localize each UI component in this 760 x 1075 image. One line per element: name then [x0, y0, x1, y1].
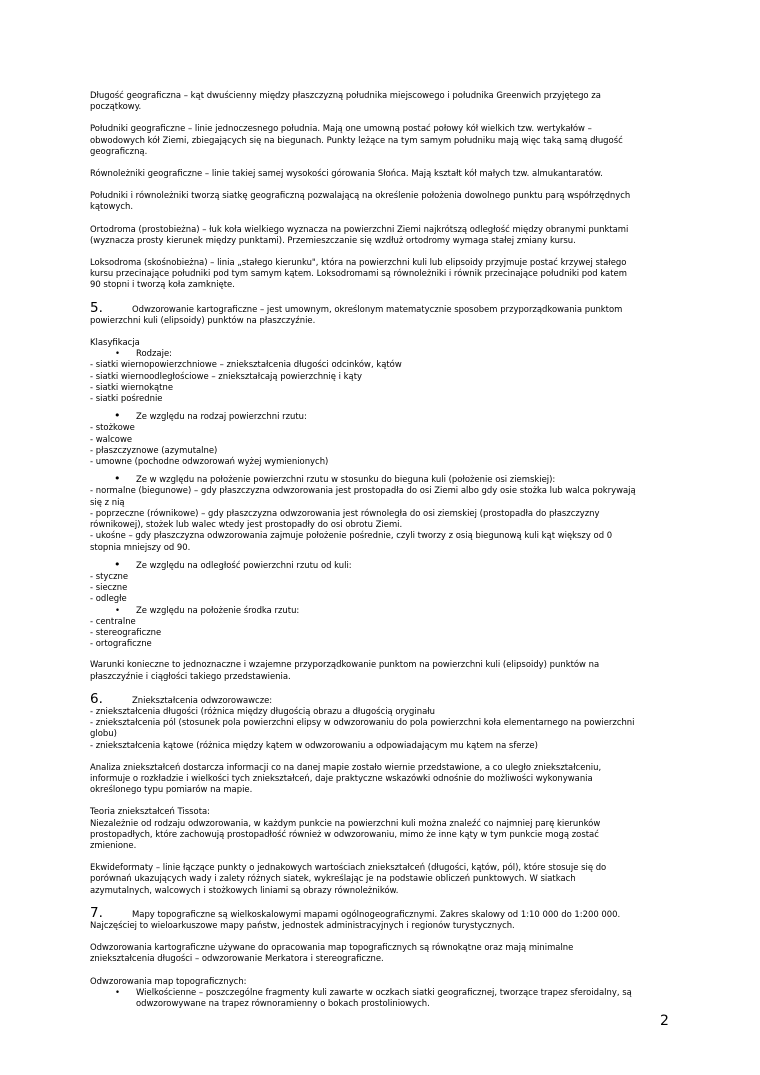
bullet-icon: •	[114, 557, 121, 571]
list-item: - sieczne	[90, 582, 128, 593]
bullet-icon: •	[114, 472, 121, 486]
section-7	[90, 904, 678, 931]
list-item: - normalne (biegunowe) – gdy płaszczyzna odwzorowania jest prostopadła do osi Ziemi albo gdy osie stożka lub walca pokrywają	[90, 485, 636, 496]
text-line: porównań ukazujących wady i zalety różnych siatek, wykreślając je na podstawie obliczeń punktowych. W siatkach	[90, 873, 576, 884]
paragraph-ortodroma	[90, 224, 678, 246]
text-line: początkowy.	[90, 101, 142, 112]
list-item: - siatki pośrednie	[90, 393, 163, 404]
text-line: powierzchni kuli (elipsoidy) punktów na płaszczyźnie.	[90, 314, 316, 325]
list-item: - umowne (pochodne odwzorowań wyżej wymienionych)	[90, 456, 329, 467]
odleglosc-list	[90, 557, 678, 605]
list-item: stopnia mniejszy od 90.	[90, 541, 191, 552]
text-span: Zniekształcenia odwzorowawcze:	[132, 694, 273, 705]
list-item: - siatki wiernopowierzchniowe – zniekształcenia długości odcinków, kątów	[90, 359, 402, 370]
text-line: zniekształcenia długości – odwzorowanie Merkatora i stereograficzne.	[90, 953, 384, 964]
text-line: Ortodroma (prostobieżna) – łuk koła wielkiego wyznacza na powierzchni Ziemi najkrótszą odległość między obranymi punktami	[90, 223, 629, 234]
text-line: azymutalnych, walcowych i stożkowych liniami są obrazy równoleżników.	[90, 884, 399, 895]
text-line: globu)	[90, 728, 117, 739]
text-line: płaszczyźnie i ciągłości takiego przedstawienia.	[90, 670, 291, 681]
list-item: - styczne	[90, 570, 129, 581]
text-line: kursu przecinające południki pod tym samym kątem. Loksodromami są równoleżniki i równik przecinające południki pod katem	[90, 268, 627, 279]
paragraph-loksodroma	[90, 257, 678, 291]
text-line: Loksodroma (skośnobieżna) – linia „stałego kierunku", która na powierzchni kuli lub elipsoidy przyjmuje postać krzywej stałego	[90, 257, 627, 268]
list-item: się z nią	[90, 496, 125, 507]
list-item: - stereograficzne	[90, 626, 162, 637]
text-span: Mapy topograficzne są wielkoskalowymi mapami ogólnogeograficznymi. Zakres skalowy od 1:10 000 do 1:200 000.	[132, 908, 621, 919]
list-item: - siatki wiernokątne	[90, 381, 174, 392]
text-line: zmienione.	[90, 839, 137, 850]
text-line: geograficzną.	[90, 145, 148, 156]
bullet-label: Wielkościenne – poszczególne fragmenty kuli zawarte w oczkach siatki geograficznej, tworzące trapez sferoidalny, są	[136, 986, 632, 997]
text-line: obwodowych kół Ziemi, zbiegających się na biegunach. Punkty leżące na tym samym południku mają więc taką samą długość	[90, 134, 623, 145]
list-heading: Odwzorowania map topograficznych:	[90, 975, 247, 986]
page-content	[90, 90, 678, 1009]
text-line: Analiza zniekształceń dostarcza informacji co na danej mapie zostało wiernie przedstawione, a co uległo zniekształceniu,	[90, 761, 602, 772]
text-line: Południki geograficzne – linie jednoczesnego południa. Mają one umowną postać połowy kół wielkich tzw. wertykałów –	[90, 123, 592, 134]
section-heading-line	[90, 690, 678, 707]
text-line: Niezależnie od rodzaju odwzorowania, w każdym punkcie na powierzchni kuli można znaleźć co najmniej parę kierunków	[90, 817, 601, 828]
bullet-icon: •	[115, 986, 120, 997]
polozenie-list	[90, 474, 678, 552]
paragraph-warunki	[90, 659, 678, 681]
list-item: - centralne	[90, 615, 136, 626]
section-number: 5.	[90, 299, 103, 316]
srodek-list	[90, 605, 678, 650]
text-line: Najczęściej to wieloarkuszowe mapy państw, jednostek administracyjnych i regionów turystycznych.	[90, 919, 515, 930]
text-line: Ekwideformaty – linie łączące punkty o jednakowych wartościach zniekształceń (długości, kątów, pól), które stosuje się do	[90, 862, 607, 873]
text-line: Długość geograficzna – kąt dwuścienny między płaszczyzną południka miejscowego i południka Greenwich przyjętego za	[90, 90, 601, 100]
text-line: określonego typu pomiarów na mapie.	[90, 784, 253, 795]
text-line: Równoleżniki geograficzne – linie takiej samej wysokości górowania Słońca. Mają kształt kół małych tzw. almukantaratów.	[90, 168, 603, 179]
section-6	[90, 690, 678, 751]
list-bullet	[90, 557, 678, 571]
text-line: Odwzorowania kartograficzne używane do opracowania map topograficznych są równokątne oraz mają minimalne	[90, 942, 574, 953]
paragraph-tissot	[90, 806, 678, 851]
list-bullet	[90, 987, 678, 998]
paragraph-poludniki	[90, 123, 678, 157]
list-bullet	[90, 348, 678, 359]
text-line: Teoria zniekształceń Tissota:	[90, 806, 211, 817]
bullet-icon: •	[114, 409, 121, 423]
list-bullet	[90, 411, 678, 422]
rodzaje-list	[90, 348, 678, 404]
bullet-label: Ze względu na rodzaj powierzchni rzutu:	[136, 411, 307, 422]
paragraph-siatka	[90, 190, 678, 212]
section-heading-line	[90, 299, 678, 316]
bullet-label: Rodzaje:	[136, 348, 172, 359]
text-line: - zniekształcenia długości (różnica między długością obrazu a długością oryginału	[90, 705, 436, 716]
bullet-icon: •	[115, 348, 120, 359]
list-item: - ukośne – gdy płaszczyzna odwzorowania zajmuje położenie pośrednie, czyli tworzy z osią biegunową kuli kąt większy od 0	[90, 530, 613, 541]
rzutu-list	[90, 411, 678, 467]
text-line: Południki i równoleżniki tworzą siatkę geograficzną pozwalającą na określenie położenia dowolnego punktu parą współrzędnych	[90, 190, 631, 201]
list-bullet	[90, 605, 678, 616]
text-line: 90 stopni i tworzą koła zamknięte.	[90, 279, 235, 290]
paragraph-analiza	[90, 762, 678, 796]
text-line: (wyznacza prosty kierunek między punktami). Przemieszczanie się wzdłuż ortodromy wymaga stałej zmiany kursu.	[90, 234, 576, 245]
text-line: kątowych.	[90, 201, 134, 212]
list-item: - ortograficzne	[90, 638, 152, 649]
paragraph-rownolezniki	[90, 168, 678, 179]
section-number: 6.	[90, 690, 103, 707]
text-line: informuje o rozkładzie i wielkości tych zniekształceń, daje praktyczne wskazówki odnośnie do możliwości wykonywania	[90, 772, 593, 783]
odwzorowania-map-list	[90, 976, 678, 1010]
paragraph-odwzorowania-karto	[90, 942, 678, 964]
list-item: - walcowe	[90, 433, 133, 444]
list-item: - poprzeczne (równikowe) – gdy płaszczyzna odwzorowania jest równoległa do osi ziemskiej (prostopadła do płaszczyzny	[90, 507, 600, 518]
text-line: prostopadłych, które zachowują prostopadłość również w odwzorowaniu, mimo że inne kąty w tym punkcie mogą zostać	[90, 828, 599, 839]
bullet-icon: •	[115, 604, 120, 615]
paragraph-ekwideformaty	[90, 862, 678, 896]
paragraph-dlugosc	[90, 90, 678, 112]
text-span: Odwzorowanie kartograficzne – jest umownym, określonym matematycznie sposobem przyporządkowania punktom	[132, 303, 623, 314]
page-number: 2	[660, 1013, 669, 1029]
list-item: - siatki wiernoodległościowe – zniekształcają powierzchnię i kąty	[90, 370, 363, 381]
list-item: - płaszczyznowe (azymutalne)	[90, 444, 218, 455]
text-line: - zniekształcenia kątowe (różnica między kątem w odwzorowaniu a odpowiadającym mu kątem na sferze)	[90, 739, 538, 750]
list-bullet	[90, 474, 678, 485]
text-line: - zniekształcenia pól (stosunek pola powierzchni elipsy w odwzorowaniu do pola powierzchni koła elementarnego na powierzchni	[90, 717, 635, 728]
text-line: odwzorowywane na trapez równoramienny o bokach prostoliniowych.	[136, 998, 430, 1008]
list-item: równikowej), stożek lub walec wtedy jest prostopadły do osi obrotu Ziemi.	[90, 519, 403, 530]
section-5	[90, 299, 678, 326]
list-item: - stożkowe	[90, 422, 135, 433]
klasyfikacja-heading: Klasyfikacja	[90, 337, 140, 348]
list-item: - odległe	[90, 593, 127, 604]
bullet-label: Ze względu na położenie środka rzutu:	[136, 604, 300, 615]
section-heading-line	[90, 904, 678, 921]
bullet-label: Ze w względu na położenie powierzchni rzutu w stosunku do bieguna kuli (położenie osi ziemskiej):	[136, 474, 556, 485]
section-number: 7.	[90, 904, 103, 921]
text-line: Warunki konieczne to jednoznaczne i wzajemne przyporządkowanie punktom na powierzchni kuli (elipsoidy) punktów na	[90, 659, 600, 670]
bullet-label: Ze względu na odległość powierzchni rzutu od kuli:	[136, 559, 352, 570]
